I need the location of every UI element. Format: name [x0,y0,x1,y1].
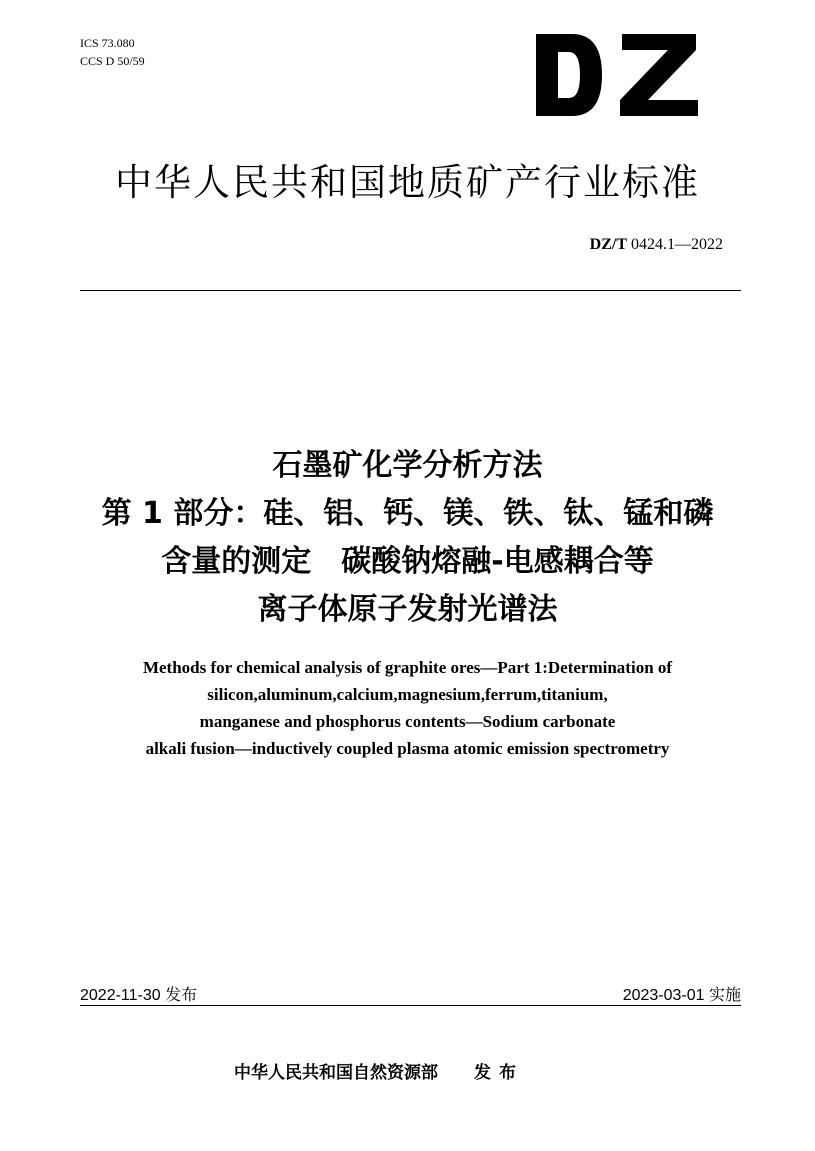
chinese-title-line: 离子体原子发射光谱法 [257,592,558,627]
english-title-line: silicon,aluminum,calcium,magnesium,ferrum,titanium, [207,685,608,704]
publisher-action: 发布 [474,1063,524,1083]
publish-date: 2022-11-30 发布 [80,987,198,1004]
implementation-date: 2023-03-01 实施 [622,987,741,1004]
publisher [234,1058,524,1083]
english-title-line: Methods for chemical analysis of graphite ores—Part 1:Determination of [142,658,673,677]
dz-logo [536,34,698,116]
chinese-title [0,442,815,634]
publisher-name: 中华人民共和国自然资源部 [234,1063,438,1083]
bottom-divider [80,1005,741,1006]
english-title-line: alkali fusion—inductively coupled plasma atomic emission spectrometry [145,739,670,758]
standard-code [590,236,723,254]
english-title-line: manganese and phosphorus contents—Sodium carbonate [199,712,616,731]
english-title [0,654,815,762]
classification-block [80,34,145,70]
ccs-code: CCS D 50/59 [80,54,145,68]
top-divider [80,290,741,291]
standard-code-number: 0424.1—2022 [631,236,723,253]
chinese-title-line: 石墨矿化学分析方法 [272,448,543,483]
standard-code-prefix: DZ/T [589,236,627,253]
chinese-title-line: 第 1 部分：硅、铝、钙、镁、铁、钛、锰和磷 [101,496,714,531]
chinese-title-line: 含量的测定 碳酸钠熔融-电感耦合等 [161,544,654,579]
standard-name: 中华人民共和国地质矿产行业标准 [115,161,700,204]
ics-code: ICS 73.080 [80,36,135,50]
